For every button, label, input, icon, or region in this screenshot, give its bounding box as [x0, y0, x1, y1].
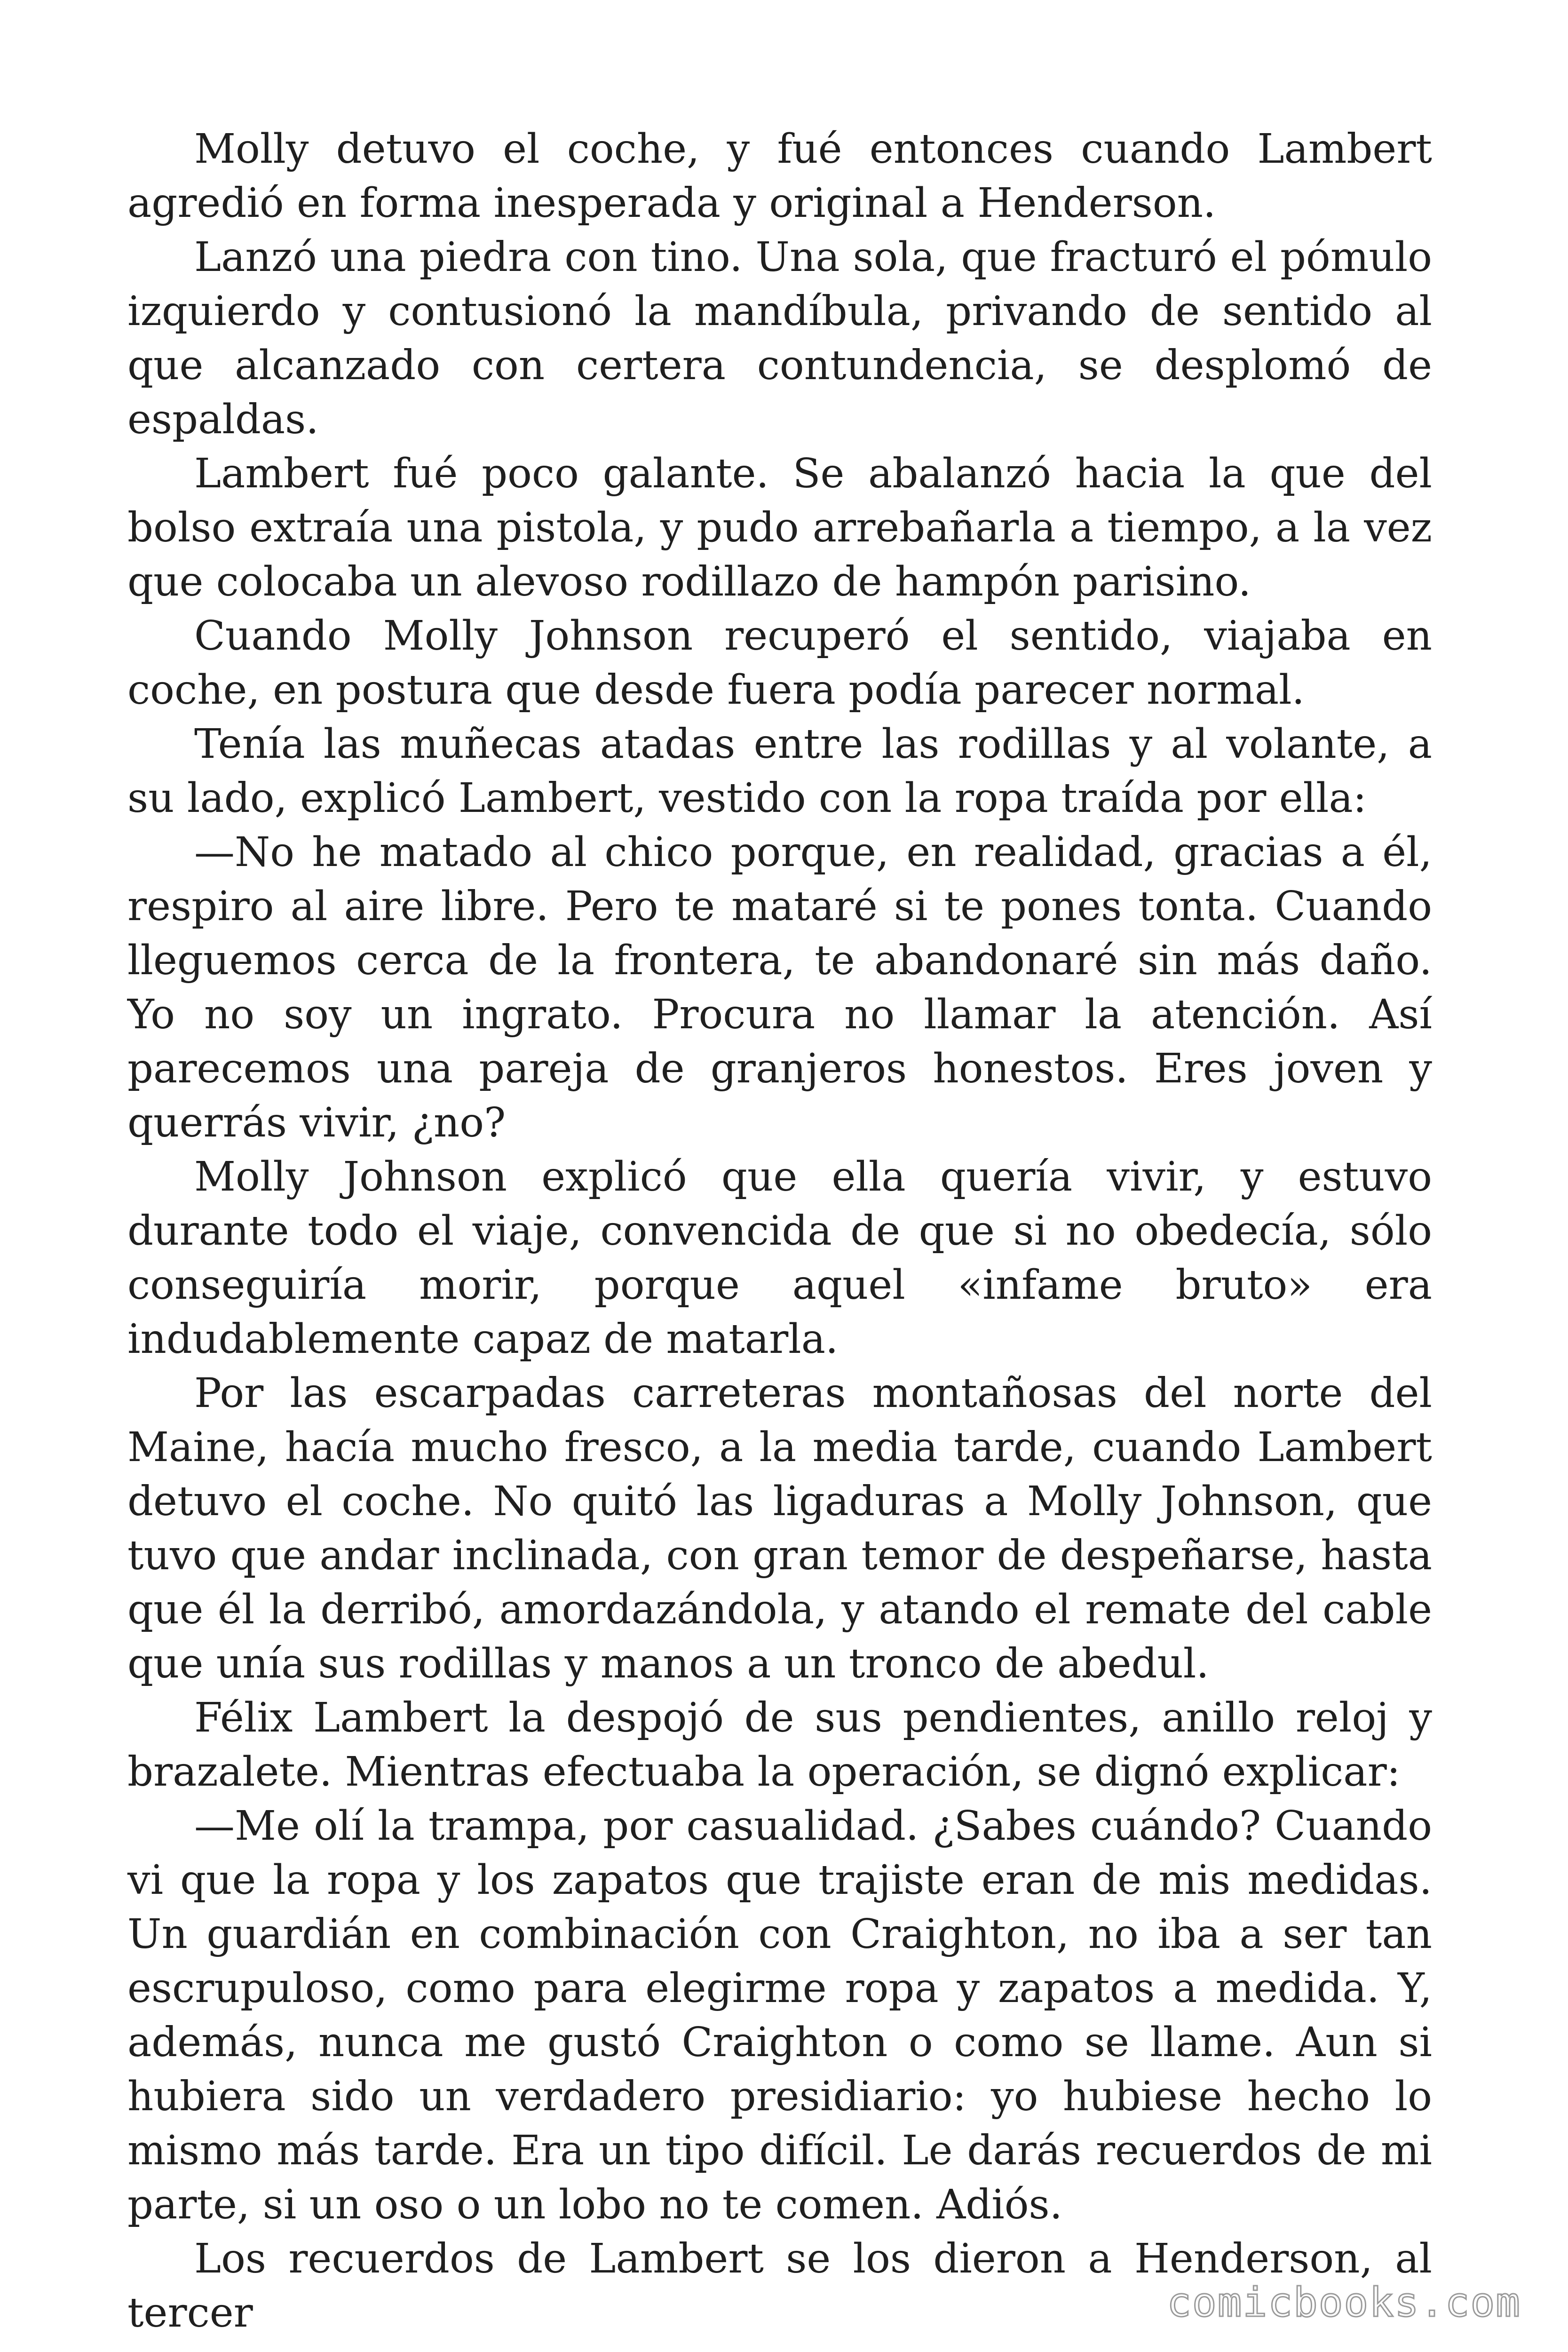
- paragraph: Lanzó una piedra con tino. Una sola, que fracturó el pómulo izquierdo y contusionó la mandíbula, privando de sentido al que alcanzado con certera contundencia, se desplomó de espaldas.: [127, 234, 1432, 443]
- paragraph: —Me olí la trampa, por casualidad. ¿Sabes cuándo? Cuando vi que la ropa y los zapatos que trajiste eran de mis medidas. Un guardián en combinación con Craighton, no iba a ser tan escrupuloso, como para elegirme ropa y zapatos a medida. Y, además, nunca me gustó Craighton o como se llame. Aun si hubiera sido un verdadero presidiario: yo hubiese hecho lo mismo más tarde. Era un tipo difícil. Le darás recuerdos de mi parte, si un oso o un lobo no te comen. Adiós.: [127, 1803, 1432, 2228]
- paragraph: —No he matado al chico porque, en realidad, gracias a él, respiro al aire libre. Pero te mataré si te pones tonta. Cuando lleguemos cerca de la frontera, te abandonaré sin más daño. Yo no soy un ingrato. Procura no llamar la atención. Así parecemos una pareja de granjeros honestos. Eres joven y querrás vivir, ¿no?: [127, 829, 1432, 1146]
- paragraph-continued: Los recuerdos de Lambert se los dieron a Henderson, al tercer: [127, 2235, 1432, 2336]
- paragraph: Félix Lambert la despojó de sus pendientes, anillo reloj y brazalete. Mientras efectuaba la operación, se dignó explicar:: [127, 1694, 1432, 1796]
- paragraph: Molly Johnson explicó que ella quería vivir, y estuvo durante todo el viaje, convencida de que si no obedecía, sólo conseguiría morir, porque aquel «infame bruto» era indudablemente capaz de matarla.: [127, 1153, 1432, 1363]
- watermark: comicbooks.com: [1167, 2279, 1521, 2326]
- paragraph: Tenía las muñecas atadas entre las rodillas y al volante, a su lado, explicó Lambert, vestido con la ropa traída por ella:: [127, 721, 1432, 822]
- paragraph: Por las escarpadas carreteras montañosas del norte del Maine, hacía mucho fresco, a la media tarde, cuando Lambert detuvo el coche. No quitó las ligaduras a Molly Johnson, que tuvo que andar inclinada, con gran temor de despeñarse, hasta que él la derribó, amordazándola, y atando el remate del cable que unía sus rodillas y manos a un tronco de abedul.: [127, 1370, 1432, 1687]
- paragraph: Cuando Molly Johnson recuperó el sentido, viajaba en coche, en postura que desde fuera podía parecer normal.: [127, 612, 1432, 714]
- paragraph: Lambert fué poco galante. Se abalanzó hacia la que del bolso extraía una pistola, y pudo arrebañarla a tiempo, a la vez que colocaba un alevoso rodillazo de hampón parisino.: [127, 450, 1432, 605]
- paragraph: Molly detuvo el coche, y fué entonces cuando Lambert agredió en forma inesperada y original a Henderson.: [127, 126, 1432, 227]
- body-text: [127, 122, 1432, 2340]
